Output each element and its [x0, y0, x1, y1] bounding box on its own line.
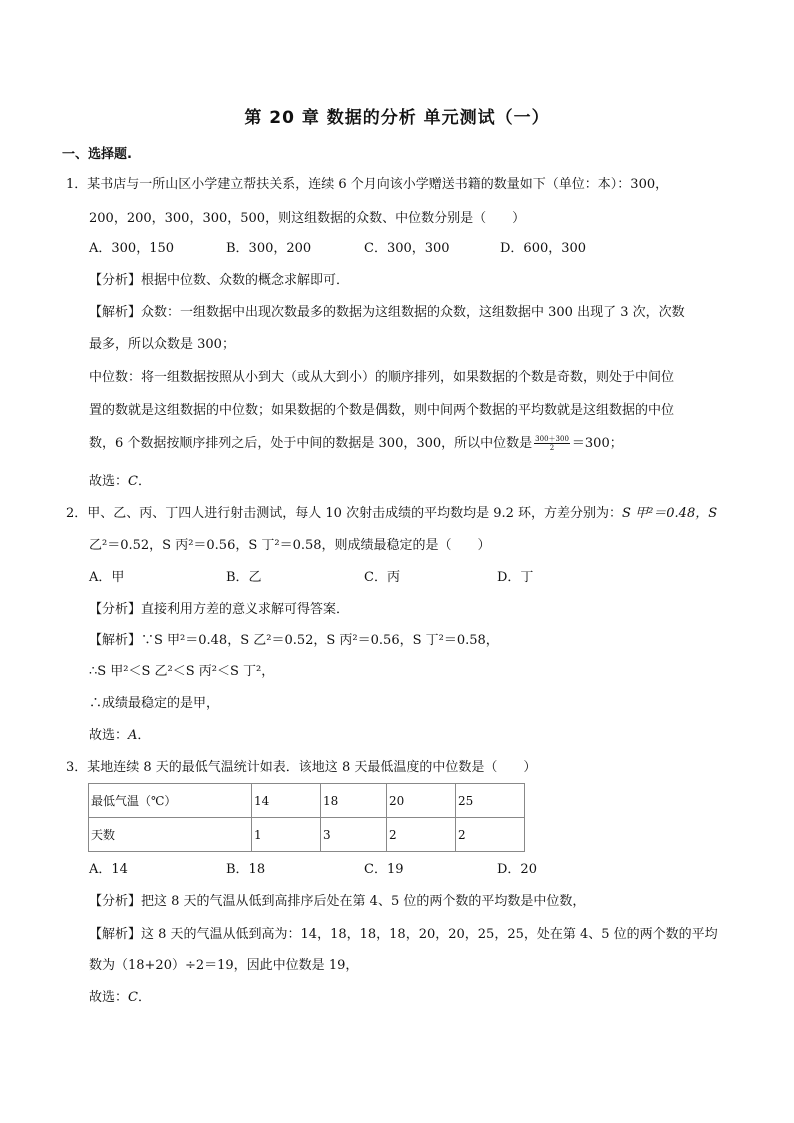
answer-suffix: ． [137, 474, 151, 489]
table-row [89, 784, 525, 818]
table-cell: 2 [387, 818, 456, 852]
q3-option-c: C．19 [364, 862, 404, 877]
q1-option-b: B．300，200 [226, 241, 312, 256]
table-cell: 天数 [89, 818, 252, 852]
q2-option-a: A．甲 [89, 570, 125, 585]
temperature-table [88, 783, 525, 852]
q2-stem-line1-text: 2．甲、乙、丙、丁四人进行射击测试，每人 10 次射击成绩的平均数均是 9.2 环，方差分别为： [66, 506, 623, 521]
q3-option-a: A．14 [89, 862, 128, 877]
q1-stem-line1: 1．某书店与一所山区小学建立帮扶关系，连续 6 个月向该小学赠送书籍的数量如下（单位：本）：300， [66, 177, 669, 192]
q1-solution-line2: 最多，所以众数是 300； [89, 337, 235, 352]
q2-option-c: C．丙 [364, 570, 400, 585]
table-cell: 2 [456, 818, 525, 852]
q2-solution-line2: ∴S 甲²＜S 乙²＜S 丙²＜S 丁²， [89, 664, 275, 679]
answer-letter: C [128, 474, 138, 489]
q1-option-c: C．300，300 [364, 241, 450, 256]
q2-solution-line1: 【解析】∵S 甲²＝0.48，S 乙²＝0.52，S 丙²＝0.56，S 丁²＝0.58， [89, 633, 499, 648]
q2-solution-line3: ∴成绩最稳定的是甲， [89, 696, 220, 711]
answer-suffix: ． [137, 728, 151, 743]
table-row [89, 818, 525, 852]
table-cell: 14 [252, 784, 321, 818]
q1-solution-line3: 中位数：将一组数据按照从小到大（或从大到小）的顺序排列，如果数据的个数是奇数，则处于中间位 [89, 370, 675, 385]
q1-solution-line1: 【解析】众数：一组数据中出现次数最多的数据为这组数据的众数，这组数据中 300 出现了 3 次，次数 [89, 305, 685, 320]
q3-answer [89, 989, 151, 1007]
table-cell: 3 [321, 818, 387, 852]
q1-analysis: 【分析】根据中位数、众数的概念求解即可． [89, 273, 350, 288]
q1-option-a: A．300，150 [89, 241, 175, 256]
answer-prefix: 故选： [89, 990, 129, 1005]
q2-option-d: D．丁 [497, 570, 534, 585]
answer-letter: C [128, 990, 138, 1005]
q2-option-b: B．乙 [226, 570, 262, 585]
answer-suffix: ． [137, 990, 151, 1005]
median-fraction [534, 435, 570, 452]
q3-option-b: B．18 [226, 862, 266, 877]
answer-prefix: 故选： [89, 474, 129, 489]
q1-solution-line5-tail: ＝300； [571, 436, 623, 451]
section-heading: 一、选择题. [62, 147, 132, 162]
q2-stem-line1-tail: S 甲²＝0.48，S [622, 506, 718, 521]
q3-solution-line2: 数为（18+20）÷2＝19，因此中位数是 19， [89, 958, 359, 973]
fraction-numerator: 300＋300 [535, 435, 569, 443]
q3-option-d: D．20 [497, 862, 537, 877]
q2-stem-line1 [66, 505, 717, 523]
q2-stem-line2: 乙²＝0.52，S 丙²＝0.56，S 丁²＝0.58，则成绩最稳定的是（ ） [89, 538, 491, 553]
page-title: 第 20 章 数据的分析 单元测试（一） [244, 108, 550, 128]
table-cell: 最低气温（℃） [89, 784, 252, 818]
q2-analysis: 【分析】直接利用方差的意义求解可得答案． [89, 602, 350, 617]
q3-stem: 3．某地连续 8 天的最低气温统计如表．该地这 8 天最低温度的中位数是（ ） [66, 760, 537, 775]
q1-option-d: D．600，300 [500, 241, 587, 256]
table-cell: 18 [321, 784, 387, 818]
q3-solution-line1: 【解析】这 8 天的气温从低到高为：14，18，18，18，20，20，25，25，处在第 4、5 位的两个数的平均 [89, 927, 718, 942]
q2-answer [89, 727, 150, 745]
q3-analysis: 【分析】把这 8 天的气温从低到高排序后处在第 4、5 位的两个数的平均数是中位数， [89, 894, 586, 909]
answer-prefix: 故选： [89, 728, 129, 743]
q1-answer [89, 473, 151, 491]
q1-solution-line4: 置的数就是这组数据的中位数；如果数据的个数是偶数，则中间两个数据的平均数就是这组数据的中位 [89, 403, 675, 418]
answer-letter: A [128, 728, 138, 743]
table-cell: 20 [387, 784, 456, 818]
table-cell: 1 [252, 818, 321, 852]
q1-stem-line2: 200，200，300，300，500，则这组数据的众数、中位数分别是（ ） [89, 211, 526, 226]
q1-solution-line5 [89, 435, 623, 453]
table-cell: 25 [456, 784, 525, 818]
fraction-denominator: 2 [549, 444, 555, 452]
q1-solution-line5-text: 数，6 个数据按顺序排列之后，处于中间的数据是 300，300，所以中位数是 [89, 436, 533, 451]
